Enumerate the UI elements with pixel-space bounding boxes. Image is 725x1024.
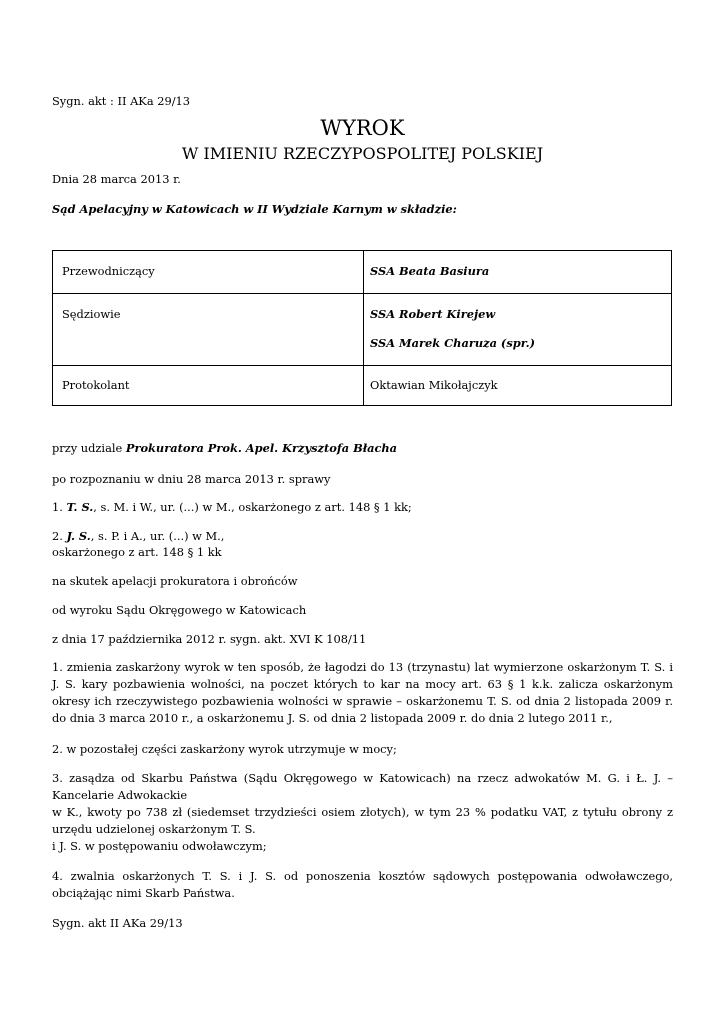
- panel-table-divider: [363, 251, 364, 405]
- case-signature-top: Sygn. akt : II AKa 29/13: [52, 94, 191, 108]
- prosecutor-name: Prokuratora Prok. Apel. Krzysztofa Błacha: [125, 441, 398, 455]
- ruling-point-3-part-a: 3. zasądza od Skarbu Państwa (Sądu Okręgowego w Katowicach) na rzecz adwokatów M. G. i Ł. J. – Kancelarie Adwokackie: [52, 771, 673, 802]
- hearing-line: po rozpoznaniu w dniu 28 marca 2013 r. sprawy: [52, 472, 331, 486]
- clerk-label: Protokolant: [62, 378, 130, 392]
- ruling-point-2: 2. w pozostałej części zaskarżony wyrok utrzymuje w mocy;: [52, 742, 397, 756]
- defendant-2: [52, 529, 224, 543]
- ruling-point-3-part-b: w K., kwoty po 738 zł (siedemset trzydzieści osiem złotych), w tym 23 % podatku VAT, z tytułu obrony z urzędu udzielonej oskarżonym T. S.: [52, 805, 673, 836]
- defendant-1-details: , s. M. i W., ur. (...) w M., oskarżonego z art. 148 § 1 kk;: [93, 500, 412, 514]
- ruling-point-4: 4. zwalnia oskarżonych T. S. i J. S. od ponoszenia kosztów sądowych postępowania odwoławczego, obciążając nimi Skarb Państwa.: [52, 869, 673, 900]
- judgment-from-line: od wyroku Sądu Okręgowego w Katowicach: [52, 603, 307, 617]
- panel-table: [52, 250, 672, 406]
- clerk-name: Oktawian Mikołajczyk: [370, 378, 498, 392]
- defendant-2-name: J. S.: [66, 529, 91, 543]
- document-title: WYROK: [320, 116, 405, 140]
- prosecutor-line: [52, 441, 397, 455]
- judgment-date-line: z dnia 17 października 2012 r. sygn. akt. XVI K 108/11: [52, 632, 367, 646]
- defendant-1-number: 1.: [52, 500, 67, 514]
- chair-name: SSA Beata Basiura: [370, 264, 490, 278]
- defendant-2-number: 2.: [52, 529, 67, 543]
- panel-table-row-separator: [53, 365, 671, 366]
- judge-1-name: SSA Robert Kirejew: [370, 307, 496, 321]
- panel-table-row-separator: [53, 293, 671, 294]
- defendant-1-name: T. S.: [66, 500, 94, 514]
- chair-label: Przewodniczący: [62, 264, 155, 278]
- ruling-point-1: 1. zmienia zaskarżony wyrok w ten sposób, że łagodzi do 13 (trzynastu) lat wymierzone oskarżonym T. S. i J. S. kary pozbawienia wolności, na poczet których to kar na mocy art. 63 § 1 k.k. zalicza oskarżonym okresy ich rzeczywistego pozbawienia wolności w sprawie – oskarżonemu T. S. od dnia 2 listopada 2009 r. do dnia 3 marca 2010 r., a oskarżonemu J. S. od dnia 2 listopada 2009 r. do dnia 2 lutego 2011 r.,: [52, 660, 673, 725]
- judges-label: Sędziowie: [62, 307, 121, 321]
- defendant-1: [52, 500, 412, 514]
- prosecutor-prefix: przy udziale: [52, 441, 126, 455]
- ruling-point-3: [52, 770, 673, 855]
- court-composition-heading: Sąd Apelacyjny w Katowicach w II Wydziale Karnym w składzie:: [52, 202, 457, 216]
- appeal-line: na skutek apelacji prokuratora i obrońców: [52, 574, 298, 588]
- judgment-date: Dnia 28 marca 2013 r.: [52, 172, 181, 186]
- defendant-2-details: , s. P. i A., ur. (...) w M.,: [90, 529, 225, 543]
- case-signature-bottom: Sygn. akt II AKa 29/13: [52, 916, 183, 930]
- document-subtitle: W IMIENIU RZECZYPOSPOLITEJ POLSKIEJ: [181, 144, 544, 163]
- ruling-point-3-part-c: i J. S. w postępowaniu odwoławczym;: [52, 839, 267, 853]
- defendant-2-charge: oskarżonego z art. 148 § 1 kk: [52, 545, 222, 559]
- judge-2-name: SSA Marek Charuza (spr.): [370, 336, 536, 350]
